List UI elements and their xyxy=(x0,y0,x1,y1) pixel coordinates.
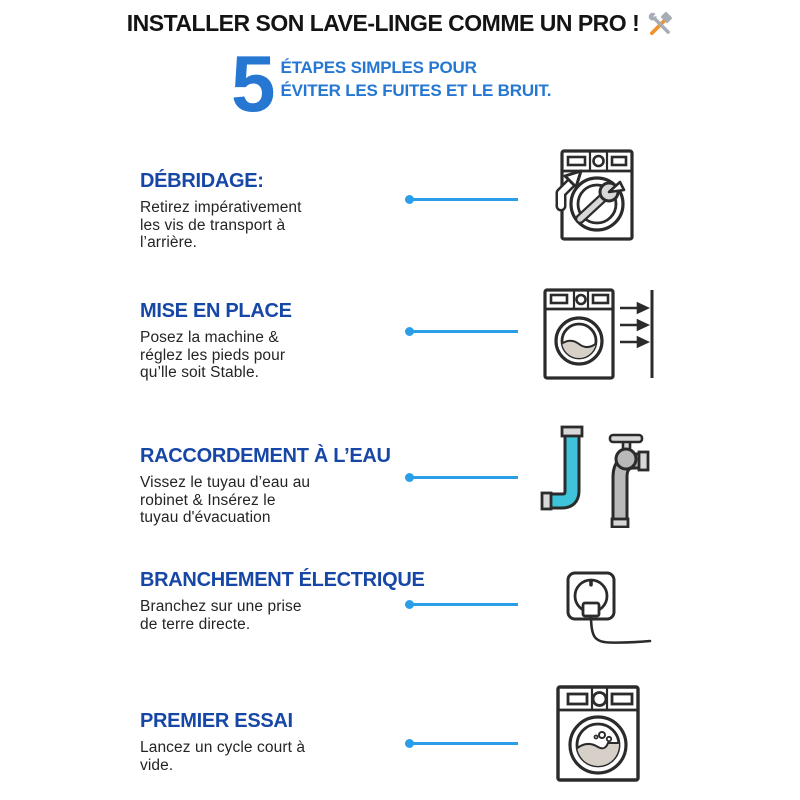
step-1-title: DÉBRIDAGE: xyxy=(140,170,264,192)
connector-line-5 xyxy=(405,739,518,748)
description-line: les vis de transport à xyxy=(140,216,286,234)
description-line: l’arrière. xyxy=(140,234,197,251)
step-4 xyxy=(140,569,425,633)
step-3 xyxy=(140,445,391,527)
connector-rule xyxy=(413,198,518,201)
description-line: tuyau d'évacuation xyxy=(140,509,271,526)
hero-banner xyxy=(231,39,552,128)
step-4-description xyxy=(140,598,375,633)
description-line: Vissez le tuyau d’eau au xyxy=(140,474,311,491)
hero-subtitle xyxy=(281,55,552,102)
description-line: Posez la machine & xyxy=(140,329,279,346)
step-3-title: RACCORDEMENT À L’EAU xyxy=(140,445,391,467)
step-2-description xyxy=(140,329,375,382)
description-line: qu’lle soit Stable. xyxy=(140,364,260,381)
description-line: robinet & Insérez le xyxy=(140,491,276,509)
hammer-wrench-icon xyxy=(647,11,673,37)
washer-wrench-icon xyxy=(550,149,634,241)
description-line: réglez les pieds pour xyxy=(140,346,286,364)
connector-line-1 xyxy=(405,195,518,204)
subtitle-line-1: ÉTAPES SIMPLES POUR xyxy=(280,58,477,77)
connector-rule xyxy=(413,742,518,745)
step-1 xyxy=(140,171,375,252)
connector-line-2 xyxy=(405,327,518,336)
step-2-title: MISE EN PLACE xyxy=(140,300,292,322)
subtitle-line-2: ÉVITER LES FUITES ET LE BRUIT. xyxy=(280,81,552,100)
step-2 xyxy=(140,301,375,382)
description-line: Retirez impérativement xyxy=(140,199,302,216)
connector-rule xyxy=(413,476,518,479)
step-1-description xyxy=(140,199,375,252)
step-3-description xyxy=(140,474,375,527)
washer-push-wall-icon xyxy=(543,288,655,380)
description-line: Lancez un cycle court à xyxy=(140,739,306,756)
outlet-plug-icon xyxy=(557,565,652,651)
page-title xyxy=(0,10,800,37)
connector-line-4 xyxy=(405,600,518,609)
step-5-title: PREMIER ESSAI xyxy=(140,710,293,732)
step-5-description xyxy=(140,739,375,774)
description-line: de terre directe. xyxy=(140,615,251,633)
description-line: vide. xyxy=(140,756,174,774)
step-4-title: BRANCHEMENT ÉLECTRIQUE xyxy=(140,569,425,591)
connector-line-3 xyxy=(405,473,518,482)
steps-count: 5 xyxy=(231,39,274,128)
pipes-tap-icon xyxy=(540,425,650,528)
page-title-text: INSTALLER SON LAVE-LINGE COMME UN PRO ! xyxy=(126,10,640,36)
step-5 xyxy=(140,711,375,774)
connector-rule xyxy=(413,330,518,333)
description-line: Branchez sur une prise xyxy=(140,598,302,615)
washer-cycle-icon xyxy=(556,685,640,783)
connector-rule xyxy=(413,603,518,606)
